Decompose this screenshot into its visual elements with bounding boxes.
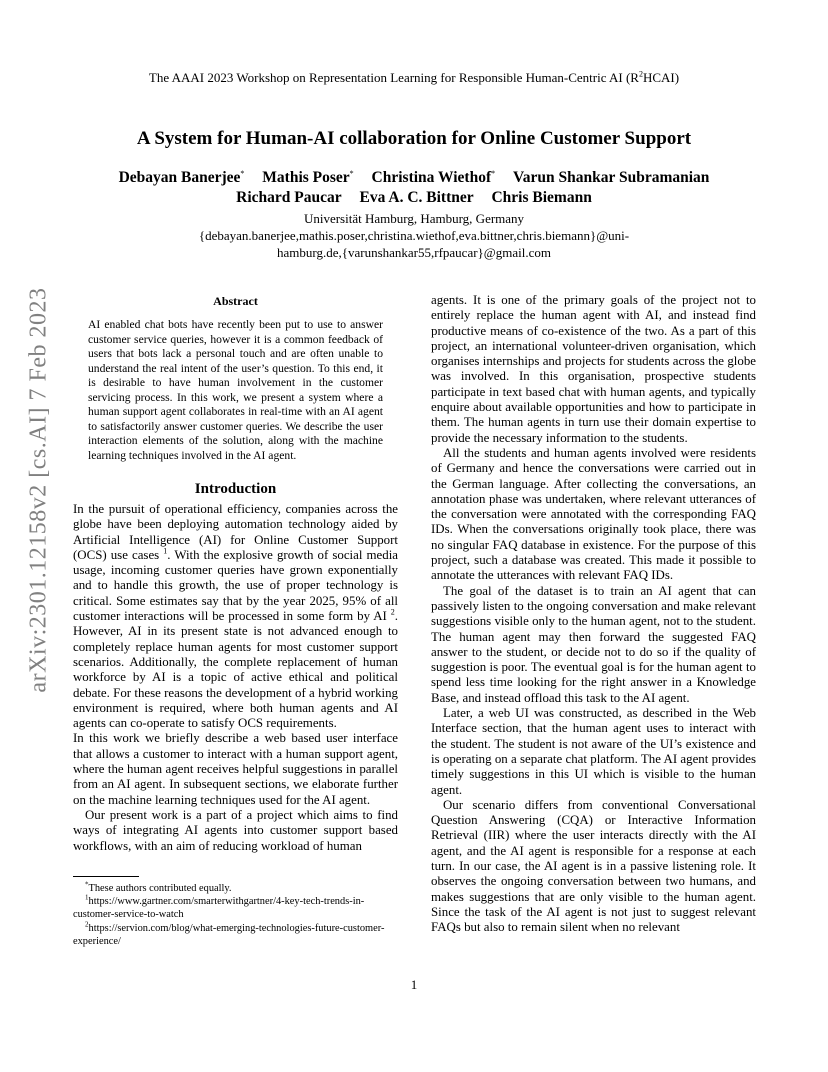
footnote-divider [73,876,139,877]
paper-title: A System for Human-AI collaboration for Online Customer Support [136,128,692,149]
right-column-body [431,293,756,935]
author: Christina Wiethof* [371,168,496,186]
footnote-ref-1[interactable]: 1 [163,546,168,556]
author: Richard Paucar [236,189,342,206]
author-line-2 [0,188,828,208]
author-list [0,168,828,208]
abstract-heading: Abstract [213,294,258,308]
left-column-body [73,502,398,854]
affiliation-block [0,210,828,261]
right-paragraph-3: The goal of the dataset is to train an AI agent that can passively listen to the ongoing conversation and make relevant suggestions visible only to the human agent, not to the student. The human agent may then forward the suggested FAQ answer to the student, or decide not to do so if the quality of suggestion is poor. The eventual goal is for the human agent to spend less time looking for the right answer in a Knowledge Base, and instead offload this task to the AI agent. [431,583,756,705]
footnote-2-link[interactable]: https://servion.com/blog/what-emerging-technologies-future-customer-experience/ [73,922,385,947]
intro-paragraph-1: In the pursuit of operational efficiency, companies across the globe have been deploying automation technology aided by Artificial Intelligence (AI) for Online Customer Support (OCS) use cases $^1$. With the explosive growth of social media usage, incoming customer queries have grown exponentially and to handle this growth, the use of proper technology is critical. Some estimates say that by the year 2025, 95% of all customer interactions will be processed in some form by AI $^2$. However, AI in its present state is not advanced enough to completely replace human agents for most customer support scenarios. Additionally, the complete replacement of human workforce by AI is a topic of active ethical and political debate. For these reasons the development of a hybrid working environment is required, where both human agents and AI agents can co-operate to satisfy OCS requirements. [73,502,398,731]
author: Eva A. C. Bittner [359,189,474,206]
footnote-ref-2[interactable]: 2 [390,607,395,617]
abstract-text: AI enabled chat bots have recently been put to use to answer customer service queries, however it is a common feedback of users that bots lack a personal touch and are often unable to understand the real intent of the user’s question. To this end, it is desirable to have human involvement in the customer servicing process. In this work, we present a system where a human support agent collaborates in real-time with an AI agent to satisfactorily answer customer queries. We describe the user interaction elements of the solution, along with the machine learning techniques involved in the AI agent. [88,318,383,462]
author-line-1 [0,168,828,188]
footnote-2: $^2$https://servion.com/blog/what-emerging-technologies-future-customer-experience/ [73,920,385,947]
author: Varun Shankar Subramanian [513,169,710,186]
affiliation-emails: {debayan.banerjee,mathis.poser,christina.wiethof,eva.bittner,chris.biemann}@uni- [198,228,630,243]
right-paragraph-1: agents. It is one of the primary goals of the project not to entirely replace the human agent with AI, and instead find productive means of co-existence of the two. As a part of this project, an international volunteer-driven organisation, which organises internships and projects for students across the globe was involved. In this organisation, prospective students participate in text based chat with human agents, and typically enquire about available opportunities and how to participate in them. The human agents in turn use their domain expertise to provide the necessary information to the students. [431,293,756,445]
arxiv-id: arXiv:2301.12158v2 [cs.AI] 7 Feb 2023 [25,287,52,693]
workshop-header [0,70,828,86]
footnote-1: $^1$https://www.gartner.com/smarterwithgartner/4-key-tech-trends-in-customer-service-to-watch [73,893,365,921]
affiliation-emails-cont: hamburg.de,{varunshankar55,rfpaucar}@gmail.com [276,245,551,260]
footnotes [73,882,398,948]
author: Mathis Poser* [262,168,354,186]
author: Chris Biemann [491,189,592,206]
right-paragraph-2: All the students and human agents involved were residents of Germany and hence the conversations were carried out in the German language. After collecting the conversations, an annotation phase was undertaken, where relevant utterances of the conversation were annotated with the corresponding FAQ IDs. When the conversations originally took place, there was no singular FAQ database in existence. For the purpose of this project, such a database was created. This made it possible to annotate the utterances with relevant FAQ IDs. [431,445,756,583]
right-paragraph-5: Our scenario differs from conventional Conversational Question Answering (CQA) or Interactive Information Retrieval (IIR) where the user interacts directly with the AI agent, and the AI agent is responsible for a response at each turn. In our case, the AI agent is in a passive listening role. It observes the ongoing conversation between two humans, and makes suggestions that are only visible to the human agent. Since the task of the AI agent is not just to suggest relevant FAQs but also to remain silent when no relevant [431,797,756,935]
workshop-text: The AAAI 2023 Workshop on Representation Learning for Responsible Human-Centric AI (R [148,70,639,85]
arxiv-stamp [24,287,54,693]
introduction-heading: Introduction [194,481,277,497]
workshop-superscript: 2 [638,69,643,79]
intro-paragraph-2: In this work we briefly describe a web based user interface that allows a customer to interact with a human support agent, where the human agent receives helpful suggestions in parallel from an AI agent. In subsequent sections, we elaborate further on the machine learning techniques used for the AI agent. [73,731,398,807]
right-paragraph-4: Later, a web UI was constructed, as described in the Web Interface section, that the human agent uses to interact with the student. The student is not aware of the UI’s existence and is operating on a separate chat platform. The AI agent provides timely suggestions in this UI which is visible to the human agent. [431,706,756,797]
workshop-text-end: HCAI) [642,70,680,85]
page-number: 1 [410,977,418,992]
affiliation-institution: Universität Hamburg, Hamburg, Germany [303,211,525,226]
intro-paragraph-3: Our present work is a part of a project which aims to find ways of integrating AI agents into customer support based workflows, with an aim of reducing workload of human [73,807,398,853]
author: Debayan Banerjee* [118,168,245,186]
footnote-equal-contribution: *These authors contributed equally. [85,880,232,894]
footnote-1-link[interactable]: https://www.gartner.com/smarterwithgartner/4-key-tech-trends-in-customer-service-to-watch [73,896,365,921]
